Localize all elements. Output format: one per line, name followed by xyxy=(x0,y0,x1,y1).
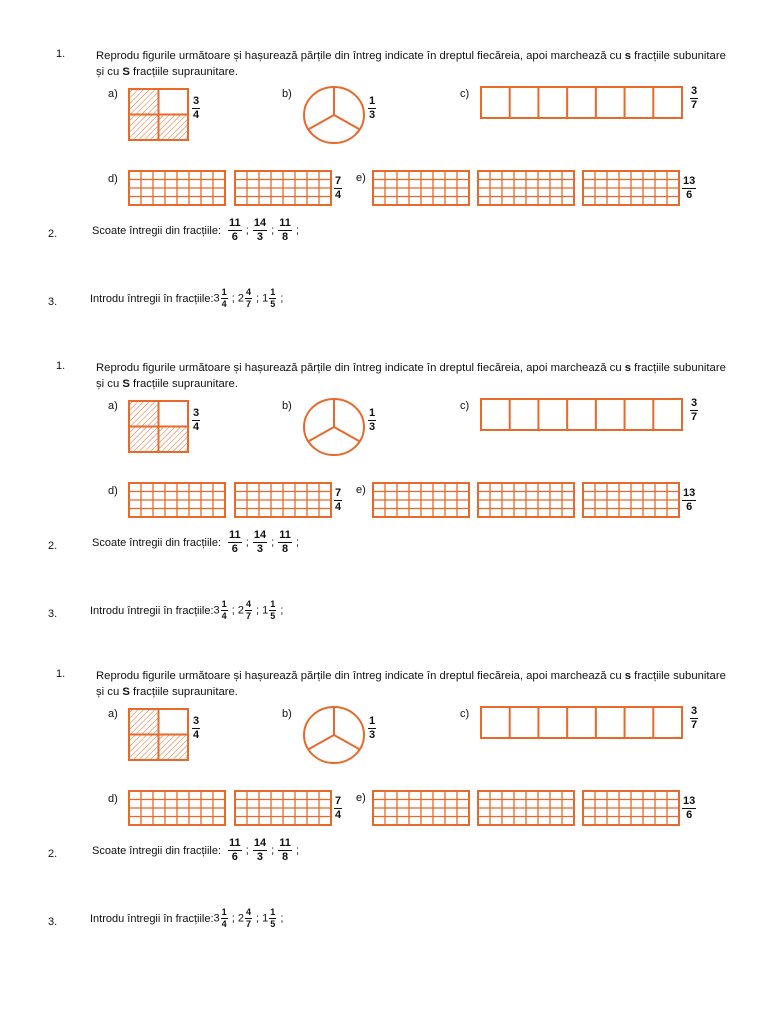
mixed-fraction: $\frac{1}{5}$ xyxy=(270,287,276,309)
exercise-1-instruction: Reprodu figurile următoare și hașurează părțile din întreg indicate în dreptul fiecăreia, apoi marchează cu s fracțiile subunitare și cu S fracțiile supraunitare. xyxy=(96,362,726,390)
mixed-whole: 2 xyxy=(237,912,244,925)
figure-c-fraction: $\frac{3}{7}$ xyxy=(691,85,698,111)
exercise-2-line: Scoate întregii din fracțiile: $\frac{11}{6}$ ; $\frac{14}{3}$ ; $\frac{11}{8}$ ; xyxy=(92,529,300,555)
separator: ; xyxy=(252,604,263,617)
separator: ; xyxy=(268,224,278,237)
figure-d-grid-1 xyxy=(128,790,226,826)
hatched-part xyxy=(159,735,188,760)
figure-c-label: c) xyxy=(460,708,470,720)
figure-d-grid-1 xyxy=(128,170,226,206)
exercise-3-line: Introdu întregii în fracțiile: 3 $\frac{1}{4}$ ; 2 $\frac{4}{7}$ ; 1 $\frac{1}{5}$ ; xyxy=(90,287,284,309)
figure-a-fraction: $\frac{3}{4}$ xyxy=(193,715,200,741)
separator: ; xyxy=(228,604,238,617)
mixed-fraction: $\frac{4}{7}$ xyxy=(245,907,251,929)
improper-fraction: $\frac{14}{3}$ xyxy=(253,837,267,863)
mixed-fraction: $\frac{4}{7}$ xyxy=(245,287,251,309)
figure-d-grid-2 xyxy=(234,482,332,518)
figure-b-circle-thirds xyxy=(302,705,368,765)
mixed-fraction: $\frac{1}{5}$ xyxy=(270,599,276,621)
figure-e-grid-3 xyxy=(582,790,680,826)
figure-a-square-quarters xyxy=(128,708,190,762)
separator: ; xyxy=(277,292,284,305)
hatched-part xyxy=(129,735,158,760)
figure-d-label: d) xyxy=(108,173,118,185)
mixed-whole: 2 xyxy=(237,292,244,305)
mixed-whole: 3 xyxy=(213,912,220,925)
exercise-3-number: 3. xyxy=(48,296,58,308)
figure-d-fraction: $\frac{7}{4}$ xyxy=(335,487,342,513)
figure-e-grid-3 xyxy=(582,482,680,518)
figure-e-label: e) xyxy=(356,484,366,496)
figure-a-square-quarters xyxy=(128,88,190,142)
figure-e-grid-1 xyxy=(372,790,470,826)
exercise-2-line: Scoate întregii din fracțiile: $\frac{11}{6}$ ; $\frac{14}{3}$ ; $\frac{11}{8}$ ; xyxy=(92,217,300,243)
hatched-part xyxy=(159,427,188,452)
separator: ; xyxy=(252,292,263,305)
hatched-part xyxy=(129,709,158,734)
figure-c-label: c) xyxy=(460,400,470,412)
figure-d-fraction: $\frac{7}{4}$ xyxy=(335,175,342,201)
figure-e-fraction: $\frac{13}{6}$ xyxy=(683,795,696,821)
figure-b-circle-thirds xyxy=(302,397,368,457)
figure-e-grid-2 xyxy=(477,790,575,826)
separator: ; xyxy=(268,844,278,857)
mixed-whole: 3 xyxy=(213,604,220,617)
figure-e-grid-3 xyxy=(582,170,680,206)
mixed-fraction: $\frac{1}{4}$ xyxy=(221,907,227,929)
hatched-part xyxy=(129,401,158,426)
hatched-part xyxy=(129,427,158,452)
separator: ; xyxy=(292,844,300,857)
exercise-1-number: 1. xyxy=(56,360,66,372)
separator: ; xyxy=(292,224,300,237)
figure-b-label: b) xyxy=(282,88,292,100)
figure-b-fraction: $\frac{1}{3}$ xyxy=(369,95,376,121)
hatched-part xyxy=(129,115,158,140)
improper-fraction: $\frac{11}{6}$ xyxy=(229,837,241,863)
hatched-part xyxy=(159,115,188,140)
figure-d-grid-2 xyxy=(234,170,332,206)
figure-e-grid-2 xyxy=(477,170,575,206)
figure-c-label: c) xyxy=(460,88,470,100)
figure-a-fraction: $\frac{3}{4}$ xyxy=(193,407,200,433)
figure-a-label: a) xyxy=(108,400,118,412)
figure-d-label: d) xyxy=(108,793,118,805)
figure-c-strip-sevenths xyxy=(480,706,684,740)
mixed-whole: 1 xyxy=(262,292,269,305)
exercise-1-number: 1. xyxy=(56,48,66,60)
exercise-2-line: Scoate întregii din fracțiile: $\frac{11}{6}$ ; $\frac{14}{3}$ ; $\frac{11}{8}$ ; xyxy=(92,837,300,863)
exercise-3-number: 3. xyxy=(48,608,58,620)
mixed-fraction: $\frac{1}{5}$ xyxy=(270,907,276,929)
mixed-whole: 2 xyxy=(237,604,244,617)
improper-fraction: $\frac{14}{3}$ xyxy=(253,529,267,555)
worksheet-block-1 xyxy=(0,42,768,362)
separator: ; xyxy=(268,536,278,549)
exercise-3-line: Introdu întregii în fracțiile: 3 $\frac{1}{4}$ ; 2 $\frac{4}{7}$ ; 1 $\frac{1}{5}$ ; xyxy=(90,599,284,621)
figure-c-fraction: $\frac{3}{7}$ xyxy=(691,397,698,423)
separator: ; xyxy=(242,844,252,857)
mixed-fraction: $\frac{1}{4}$ xyxy=(221,599,227,621)
figure-a-fraction: $\frac{3}{4}$ xyxy=(193,95,200,121)
figure-a-square-quarters xyxy=(128,400,190,454)
exercise-2-number: 2. xyxy=(48,848,58,860)
mixed-fraction: $\frac{1}{4}$ xyxy=(221,287,227,309)
figure-e-fraction: $\frac{13}{6}$ xyxy=(683,487,696,513)
figure-b-circle-thirds xyxy=(302,85,368,145)
figure-e-grid-1 xyxy=(372,482,470,518)
worksheet-block-2 xyxy=(0,354,768,674)
figure-c-strip-sevenths xyxy=(480,86,684,120)
worksheet-block-3 xyxy=(0,662,768,982)
improper-fraction: $\frac{11}{8}$ xyxy=(279,837,291,863)
figure-e-label: e) xyxy=(356,172,366,184)
mixed-whole: 1 xyxy=(262,912,269,925)
improper-fraction: $\frac{11}{6}$ xyxy=(229,217,241,243)
mixed-whole: 3 xyxy=(213,292,220,305)
separator: ; xyxy=(228,912,238,925)
separator: ; xyxy=(277,604,284,617)
separator: ; xyxy=(242,224,252,237)
exercise-1-instruction: Reprodu figurile următoare și hașurează părțile din întreg indicate în dreptul fiecăreia, apoi marchează cu s fracțiile subunitare și cu S fracțiile supraunitare. xyxy=(96,50,726,78)
figure-b-label: b) xyxy=(282,708,292,720)
improper-fraction: $\frac{14}{3}$ xyxy=(253,217,267,243)
figure-e-grid-2 xyxy=(477,482,575,518)
figure-c-strip-sevenths xyxy=(480,398,684,432)
improper-fraction: $\frac{11}{8}$ xyxy=(279,529,291,555)
separator: ; xyxy=(292,536,300,549)
exercise-2-number: 2. xyxy=(48,540,58,552)
figure-a-label: a) xyxy=(108,88,118,100)
improper-fraction: $\frac{11}{8}$ xyxy=(279,217,291,243)
separator: ; xyxy=(228,292,238,305)
mixed-whole: 1 xyxy=(262,604,269,617)
figure-e-fraction: $\frac{13}{6}$ xyxy=(683,175,696,201)
figure-e-grid-1 xyxy=(372,170,470,206)
exercise-3-line: Introdu întregii în fracțiile: 3 $\frac{1}{4}$ ; 2 $\frac{4}{7}$ ; 1 $\frac{1}{5}$ ; xyxy=(90,907,284,929)
figure-b-fraction: $\frac{1}{3}$ xyxy=(369,407,376,433)
separator: ; xyxy=(277,912,284,925)
figure-b-label: b) xyxy=(282,400,292,412)
exercise-1-instruction: Reprodu figurile următoare și hașurează părțile din întreg indicate în dreptul fiecăreia, apoi marchează cu s fracțiile subunitare și cu S fracțiile supraunitare. xyxy=(96,670,726,698)
exercise-3-number: 3. xyxy=(48,916,58,928)
figure-c-fraction: $\frac{3}{7}$ xyxy=(691,705,698,731)
improper-fraction: $\frac{11}{6}$ xyxy=(229,529,241,555)
exercise-1-number: 1. xyxy=(56,668,66,680)
figure-d-grid-2 xyxy=(234,790,332,826)
figure-d-fraction: $\frac{7}{4}$ xyxy=(335,795,342,821)
exercise-2-number: 2. xyxy=(48,228,58,240)
separator: ; xyxy=(242,536,252,549)
figure-e-label: e) xyxy=(356,792,366,804)
mixed-fraction: $\frac{4}{7}$ xyxy=(245,599,251,621)
figure-a-label: a) xyxy=(108,708,118,720)
separator: ; xyxy=(252,912,263,925)
figure-d-label: d) xyxy=(108,485,118,497)
figure-b-fraction: $\frac{1}{3}$ xyxy=(369,715,376,741)
figure-d-grid-1 xyxy=(128,482,226,518)
hatched-part xyxy=(129,89,158,114)
